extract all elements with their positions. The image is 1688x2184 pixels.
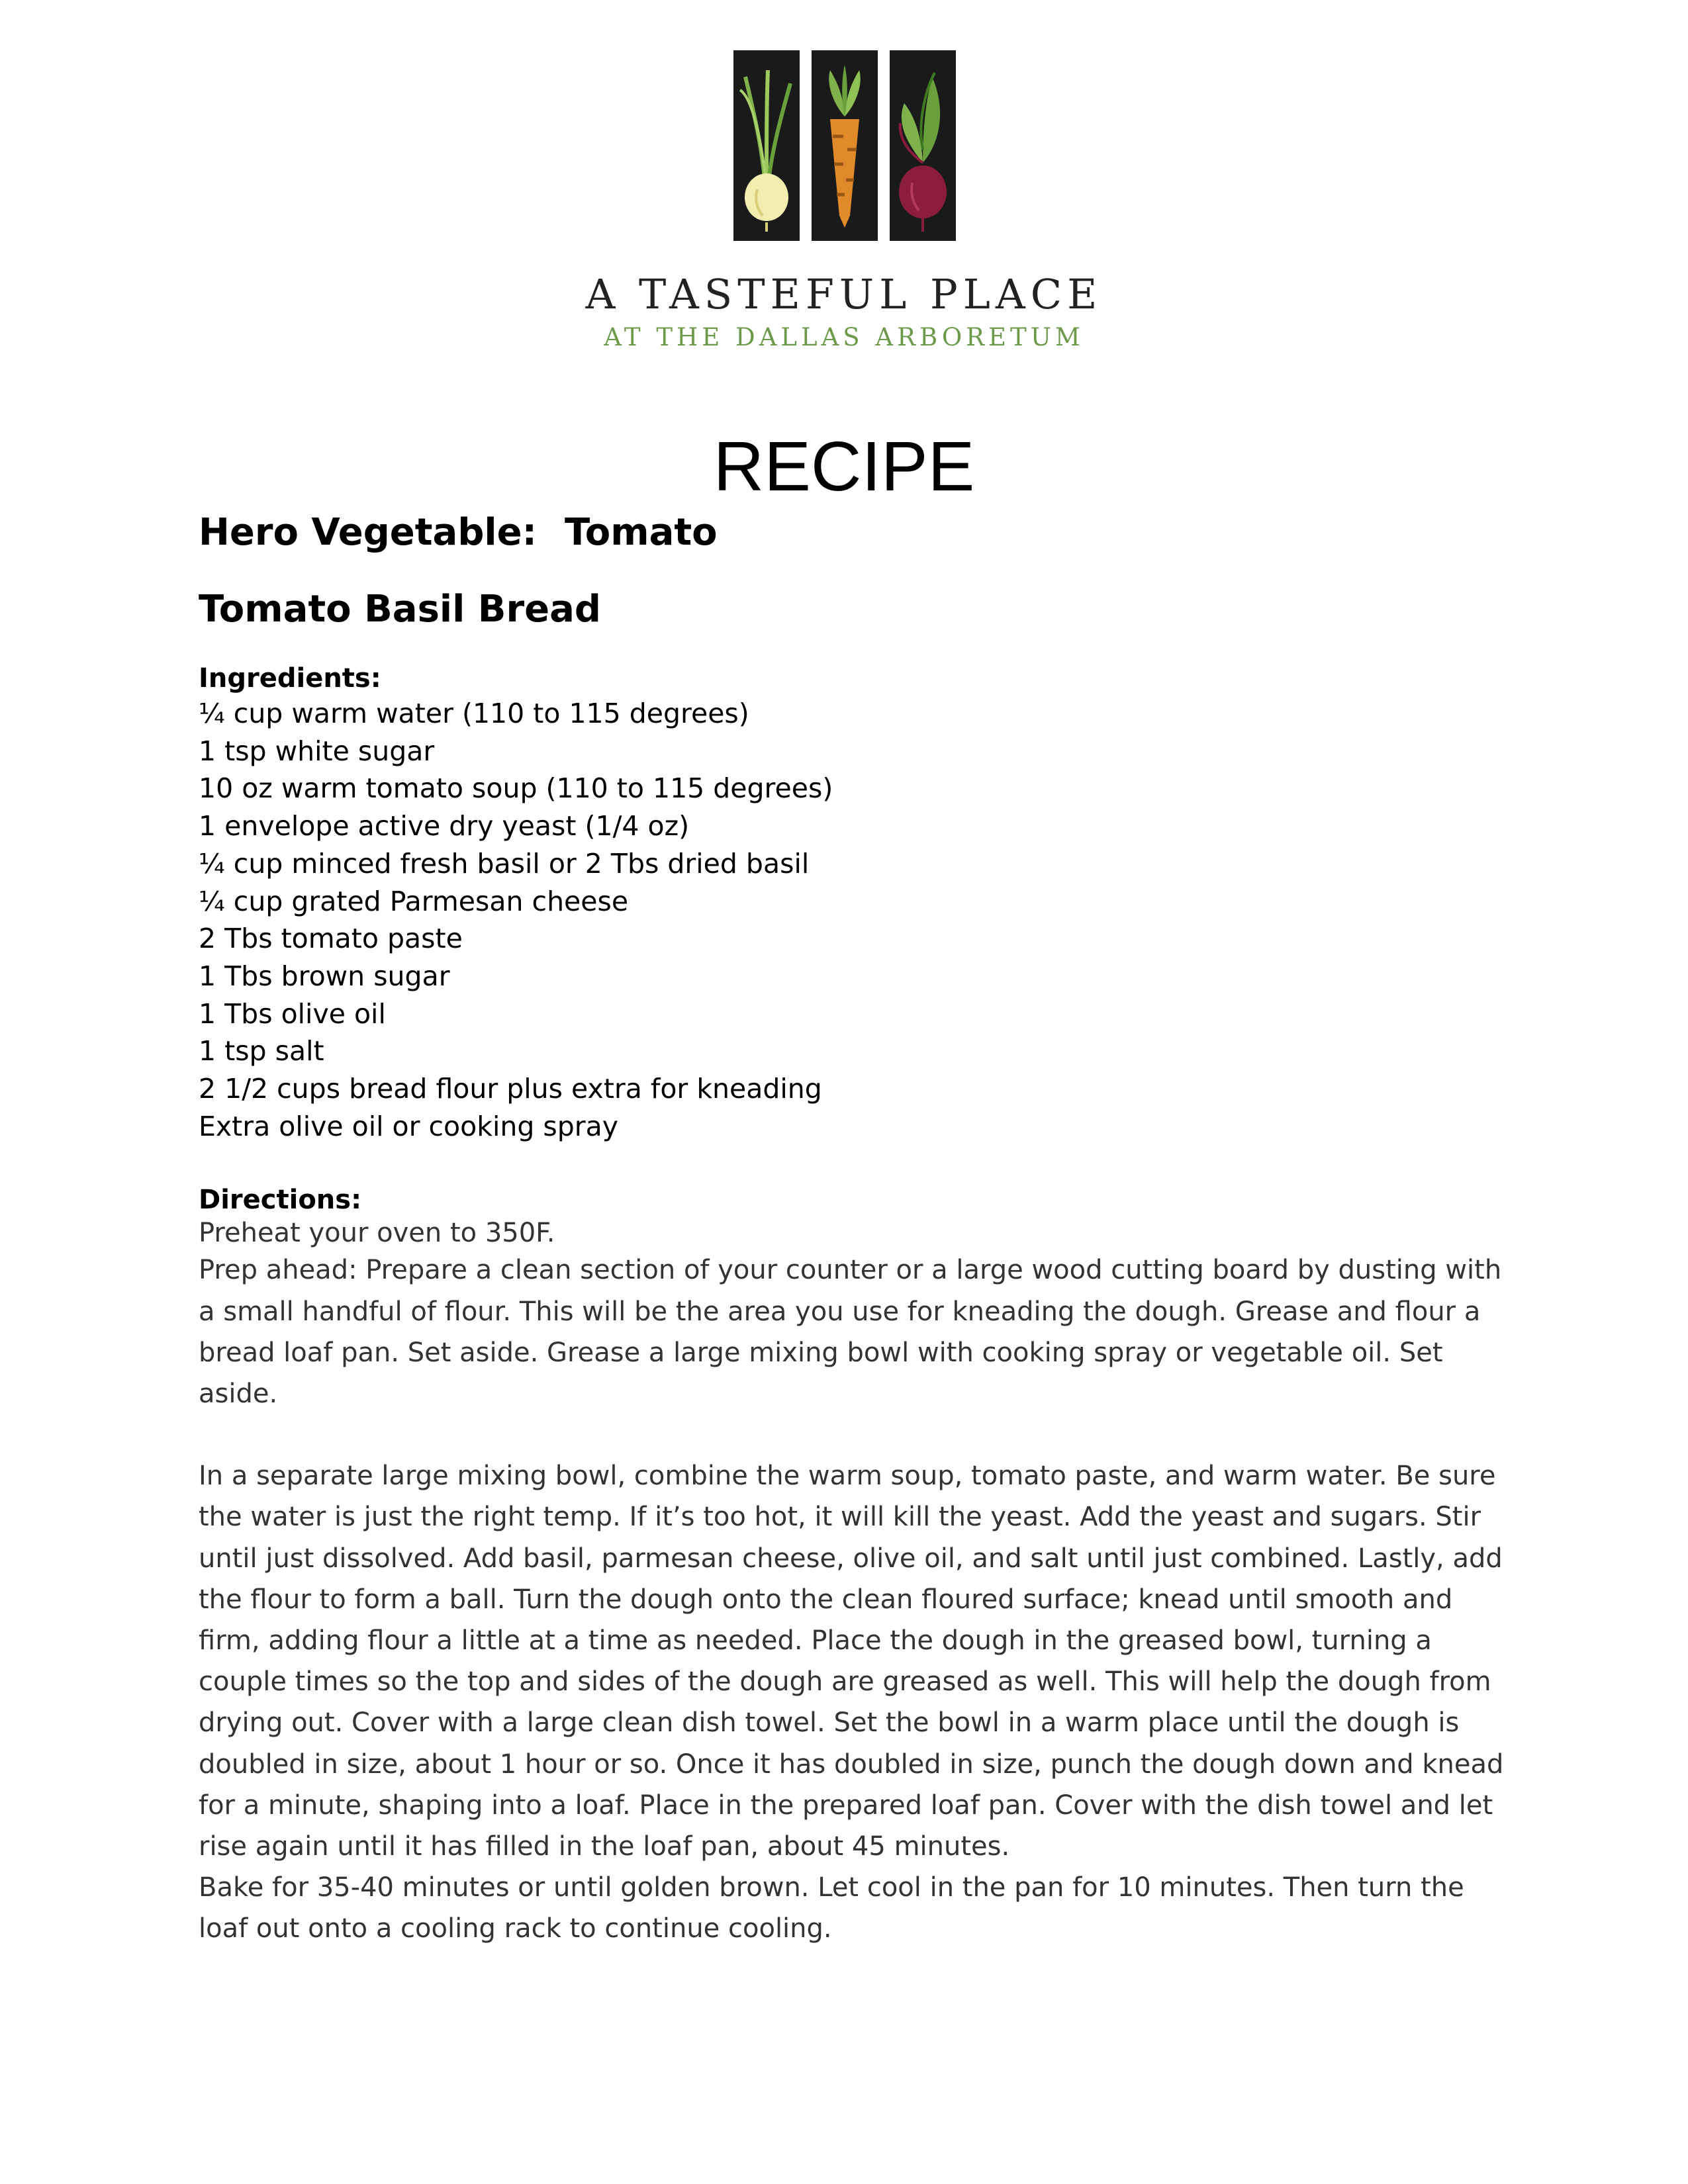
directions-bake: Bake for 35-40 minutes or until golden brown. Let cool in the pan for 10 minutes. Then turn the loaf out onto a cooling rack to continue cooling. (199, 1872, 1464, 1944)
ingredient-item: 1 Tbs olive oil (199, 997, 386, 1030)
ingredient-item: 2 1/2 cups bread flour plus extra for kneading (199, 1073, 822, 1105)
hero-vegetable (199, 510, 1509, 556)
ingredient-item: 2 Tbs tomato paste (199, 923, 463, 955)
recipe-title: Tomato Basil Bread (199, 588, 601, 631)
ingredient-item: 1 tsp white sugar (199, 735, 435, 767)
beet-icon (890, 50, 956, 241)
directions-label: Directions: (199, 1185, 362, 1216)
ingredient-item: Extra olive oil or cooking spray (199, 1110, 619, 1142)
brand-subtitle: AT THE DALLAS ARBORETUM (604, 323, 1084, 351)
recipe-content (199, 510, 1509, 1950)
directions-preheat: Preheat your oven to 350F. (199, 1218, 555, 1249)
ingredient-item: 1 Tbs brown sugar (199, 960, 450, 992)
directions-prep: Prep ahead: Prepare a clean section of your counter or a large wood cutting board by dusting with a small handful of flour. This will be the area you use for kneading the dough. Grease and flour a bread loaf pan. Set aside. Grease a large mixing bowl with cooking spray or vegetable oil. Set aside. (199, 1255, 1502, 1410)
brand-name: A TASTEFUL PLACE (585, 270, 1103, 318)
ingredient-item: 10 oz warm tomato soup (110 to 115 degrees) (199, 772, 833, 805)
hero-vegetable-label: Hero Vegetable: (199, 511, 537, 554)
hero-vegetable-value: Tomato (564, 511, 718, 554)
ingredient-item: ¼ cup grated Parmesan cheese (199, 885, 629, 917)
ingredient-item: ¼ cup minced fresh basil or 2 Tbs dried basil (199, 847, 810, 880)
ingredient-item: 1 envelope active dry yeast (1/4 oz) (199, 810, 690, 842)
carrot-icon (812, 50, 878, 241)
directions-mix: In a separate large mixing bowl, combine the warm soup, tomato paste, and warm water. Be sure the water is just the right temp. If it’s too hot, it will kill the yeast. Add the yeast and sugars. Stir until just dissolved. Add basil, parmesan cheese, olive oil, and salt until just combined. Lastly, add the flour to form a ball. Turn the dough onto the clean floured surface; knead until smooth and firm, adding flour a little at a time as needed. Place the dough in the greased bowl, turning a couple times so the top and sides of the dough are greased as well. This will help the dough from drying out. Cover with a large clean dish towel. Set the bowl in a warm place until the dough is doubled in size, about 1 hour or so. Once it has doubled in size, punch the dough down and knead for a minute, shaping into a loaf. Place in the prepared loaf pan. Cover with the dish towel and let rise again until it has filled in the loaf pan, about 45 minutes. (199, 1461, 1504, 1862)
ingredients-label: Ingredients: (199, 663, 381, 694)
page-title: RECIPE (713, 428, 975, 506)
ingredients-list (199, 695, 1509, 1145)
ingredient-item: ¼ cup warm water (110 to 115 degrees) (199, 698, 749, 729)
brand-logo (733, 50, 956, 241)
ingredient-item: 1 tsp salt (199, 1035, 324, 1068)
onion-icon (733, 50, 800, 241)
